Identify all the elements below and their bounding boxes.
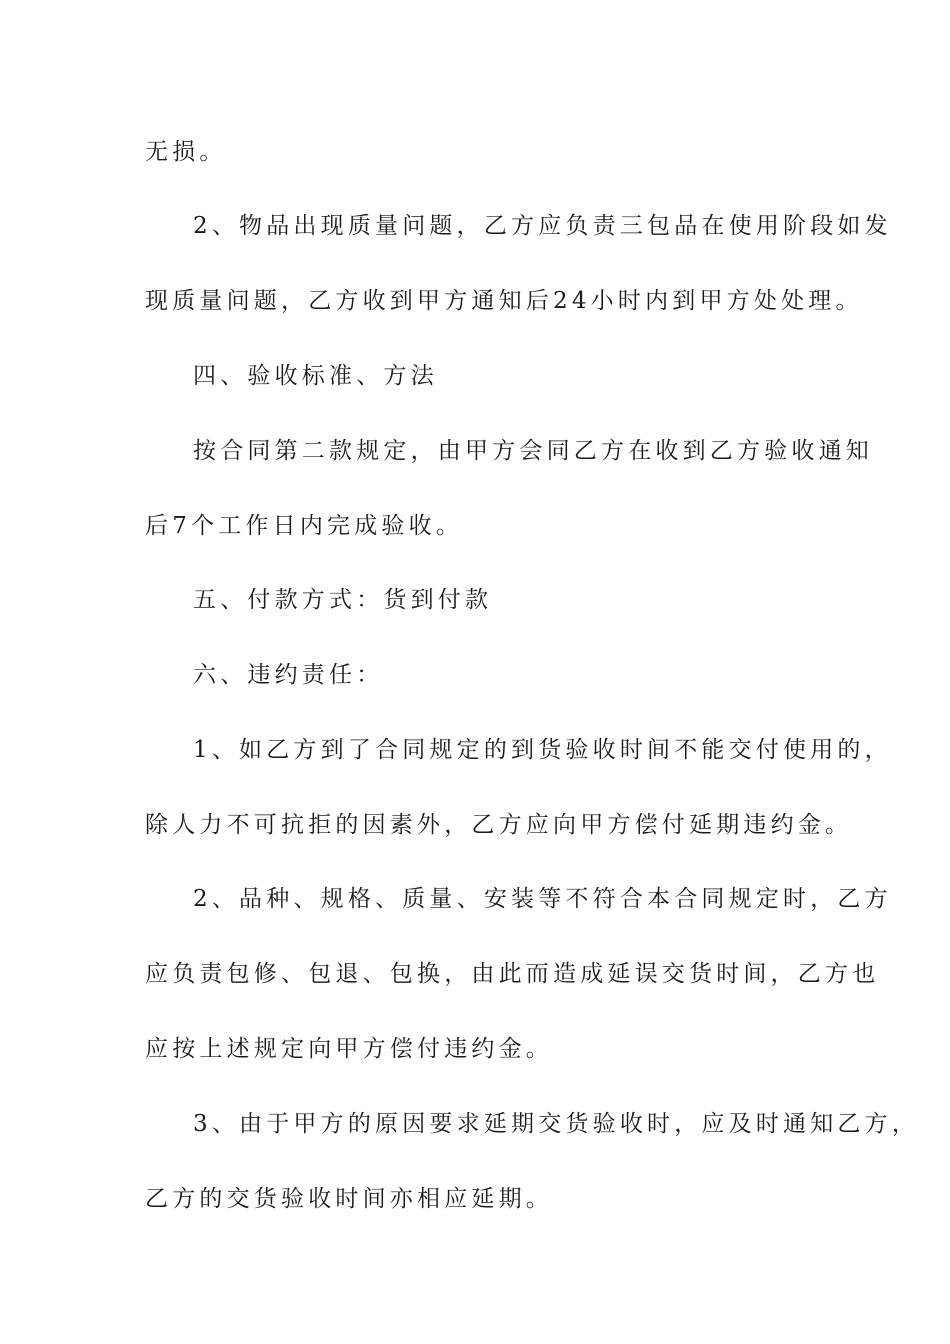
- text-line: 乙方的交货验收时间亦相应延期。: [145, 1186, 553, 1212]
- text-line: 2、物品出现质量问题，乙方应负责三包品在使用阶段如发: [193, 213, 892, 239]
- text-line: 后7个工作日内完成验收。: [145, 513, 464, 539]
- text-line: 按合同第二款规定，由甲方会同乙方在收到乙方验收通知: [193, 438, 873, 464]
- text-line: 除人力不可抗拒的因素外，乙方应向甲方偿付延期违约金。: [145, 812, 853, 838]
- section-heading: 五、付款方式：货到付款: [193, 587, 493, 613]
- section-heading: 六、违约责任：: [193, 662, 384, 688]
- section-heading: 四、验收标准、方法: [193, 363, 438, 389]
- text-line: 应负责包修、包退、包换，由此而造成延误交货时间，乙方也: [145, 961, 880, 987]
- text-line: 无损。: [145, 139, 227, 165]
- text-line: 现质量问题，乙方收到甲方通知后24小时内到甲方处处理。: [145, 288, 863, 314]
- text-line: 1、如乙方到了合同规定的到货验收时间不能交付使用的，: [193, 737, 892, 763]
- text-line: 应按上述规定向甲方偿付违约金。: [145, 1036, 553, 1062]
- text-line: 2、品种、规格、质量、安装等不符合本合同规定时，乙方: [193, 886, 892, 912]
- text-line: 3、由于甲方的原因要求延期交货验收时，应及时通知乙方，: [193, 1111, 920, 1137]
